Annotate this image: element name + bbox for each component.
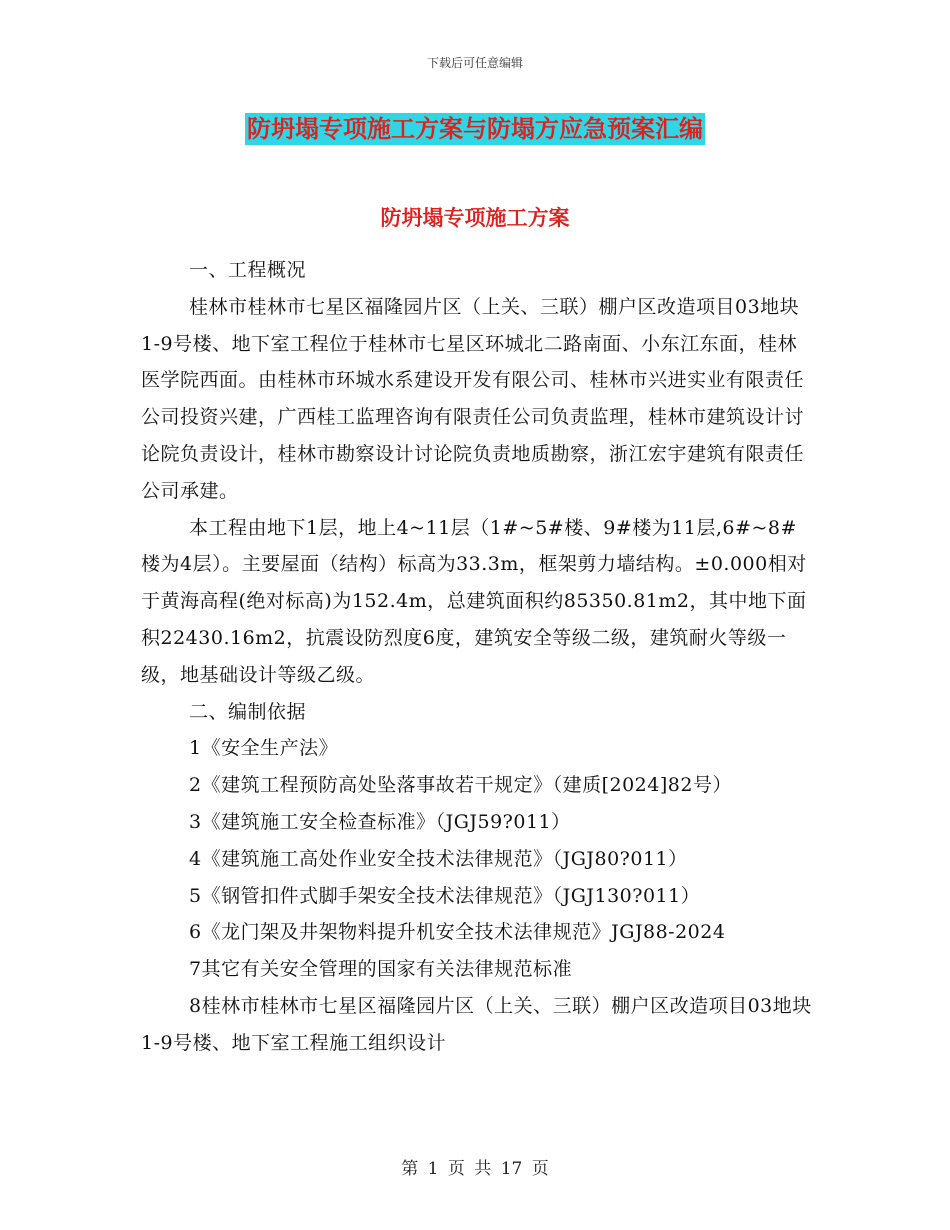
basis-item-4: 4《建筑施工高处作业安全技术法律规范》（JGJ80?011）	[189, 847, 688, 870]
paragraph-overview-1: 桂林市桂林市七星区福隆园片区（上关、三联）棚户区改造项目03地块1-9号楼、地下室工程位于桂林市七星区环城北二路南面、小东江东面，桂林医学院西面。由桂林市环城水系建设开发有限公司、桂林市兴进实业有限责任公司投资兴建，广西桂工监理咨询有限责任公司负责监理，桂林市建筑设计讨论院负责设计，桂林市勘察设计讨论院负责地质勘察，浙江宏宇建筑有限责任公司承建。	[141, 295, 805, 502]
main-title-container	[0, 113, 950, 145]
section-heading-basis: 二、编制依据	[189, 700, 307, 723]
document-body	[141, 252, 813, 1062]
basis-item-7: 7其它有关安全管理的国家有关法律规范标准	[189, 958, 573, 981]
basis-item-2: 2《建筑工程预防高处坠落事故若干规定》（建质[2024]82号）	[189, 774, 732, 797]
paragraph-overview-2: 本工程由地下1层，地上4~11层（1#~5#楼、9#楼为11层,6#~8#楼为4层）。主要屋面（结构）标高为33.3m，框架剪力墙结构。±0.000相对于黄海高程(绝对标高)为152.4m，总建筑面积约85350.81m2，其中地下面积22430.16m2，抗震设防烈度6度，建筑安全等级二级，建筑耐火等级一级，地基础设计等级乙级。	[141, 516, 807, 686]
basis-item-5: 5《钢管扣件式脚手架安全技术法律规范》（JGJ130?011）	[189, 884, 701, 907]
basis-item-8: 8桂林市桂林市七星区福隆园片区（上关、三联）棚户区改造项目03地块1-9号楼、地下室工程施工组织设计	[141, 994, 812, 1054]
basis-item-1: 1《安全生产法》	[189, 737, 339, 760]
sub-title: 防坍塌专项施工方案	[380, 206, 570, 230]
section-heading-overview: 一、工程概况	[189, 259, 307, 281]
basis-item-3: 3《建筑施工安全检查标准》（JGJ59?011）	[189, 810, 571, 833]
page-footer: 第 1 页 共 17 页	[401, 1159, 549, 1179]
main-title: 防坍塌专项施工方案与防塌方应急预案汇编	[247, 115, 703, 143]
basis-item-6: 6《龙门架及井架物料提升机安全技术法律规范》JGJ88-2024	[189, 921, 726, 944]
header-note: 下载后可任意编辑	[426, 56, 523, 70]
